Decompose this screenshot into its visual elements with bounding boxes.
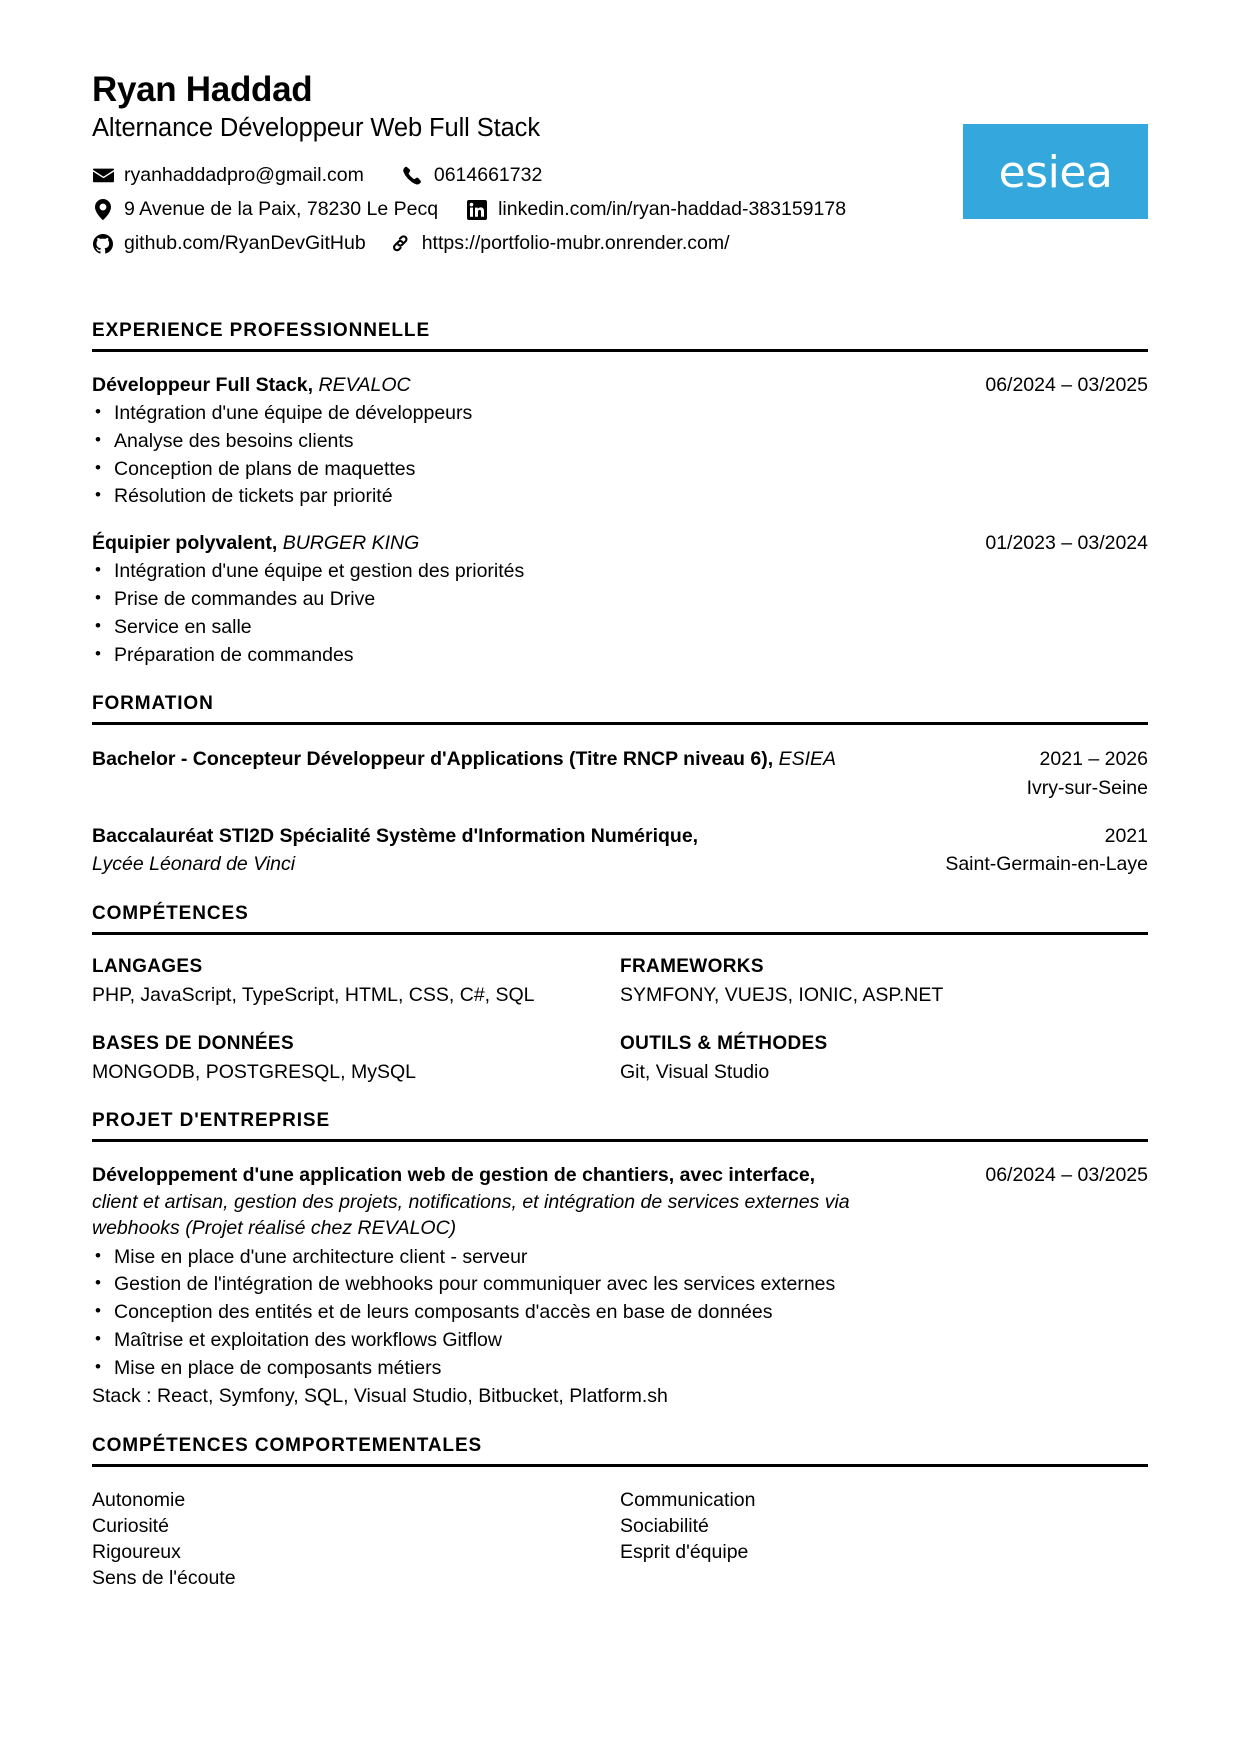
formation-degree-block [92,745,836,773]
experience-date: 06/2024 – 03/2025 [985,373,1148,396]
project-subtitle: client et artisan, gestion des projets, notifications, et intégration de services externes via webhooks (Projet réalisé chez REVALOC) [92,1190,850,1240]
linkedin-text: linkedin.com/in/ryan-haddad-383159178 [498,198,847,221]
list-item: • Conception des entités et de leurs composants d'accès en base de données [92,1300,1148,1326]
contact-email[interactable] [92,166,364,186]
skill-value: MONGODB, POSTGRESQL, MySQL [92,1060,416,1083]
section-divider [92,1139,1148,1142]
contact-address [92,200,438,220]
linkedin-icon [466,200,488,220]
section-title-formation: FORMATION [92,693,214,715]
skill-group [620,955,1148,1008]
list-item: Rigoureux [92,1540,181,1563]
project-description [92,1162,852,1242]
formation-entry [92,745,1148,802]
section-divider [92,722,1148,725]
soft-skills-grid [92,1487,1148,1592]
formation-row [92,822,1148,879]
formation-meta [925,822,1148,879]
section-title-projet: PROJET D'ENTREPRISE [92,1110,331,1132]
experience-entry-heading [92,372,411,398]
skill-value: Git, Visual Studio [620,1060,770,1083]
experience-bullets [92,401,1148,510]
contact-row-3 [92,234,1148,254]
experience-entry-head [92,530,1148,556]
experience-entry-heading [92,530,419,556]
candidate-headline: Alternance Développeur Web Full Stack [92,114,540,143]
project-title: Développement d'une application web de gestion de chantiers, avec interface, [92,1164,816,1187]
formation-location: Ivry-sur-Seine [1026,776,1148,799]
experience-bullets [92,559,1148,668]
github-icon [92,234,114,254]
project-head [92,1162,1148,1242]
section-divider [92,349,1148,352]
list-item: Esprit d'équipe [620,1540,749,1563]
project-bullets [92,1245,1148,1382]
list-item: • Mise en place de composants métiers [92,1356,1148,1382]
section-title-experience: EXPERIENCE PROFESSIONNELLE [92,320,431,341]
section-projet [92,1111,1148,1409]
list-item: Sociabilité [620,1514,709,1537]
formation-date: 2021 [1104,824,1148,847]
formation-school: Lycée Léonard de Vinci [92,853,296,876]
soft-skills-column-left [92,1487,620,1592]
list-item: • Intégration d'une équipe de développeurs [92,401,1148,427]
section-divider [92,932,1148,935]
project-entry [92,1162,1148,1410]
experience-job-title: Équipier polyvalent, [92,532,278,555]
experience-company: REVALOC [318,373,411,396]
project-date: 06/2024 – 03/2025 [985,1164,1148,1187]
email-text: ryanhaddadpro@gmail.com [124,164,364,187]
skill-label: LANGAGES [92,956,203,978]
github-text: github.com/RyanDevGitHub [124,232,366,255]
phone-icon [402,166,424,186]
formation-meta [1007,745,1148,802]
skill-value: SYMFONY, VUEJS, IONIC, ASP.NET [620,983,944,1006]
section-experience [92,321,1148,668]
section-divider [92,1464,1148,1467]
contact-phone[interactable] [402,166,542,186]
soft-skills-column-right [620,1487,1148,1592]
skills-grid [92,955,1148,1085]
skill-label: OUTILS & MÉTHODES [620,1033,828,1055]
experience-company: BURGER KING [282,532,420,555]
list-item: • Résolution de tickets par priorité [92,484,1148,510]
list-item: Communication [620,1488,756,1511]
experience-entry [92,530,1148,668]
list-item: • Intégration d'une équipe et gestion des priorités [92,559,1148,585]
formation-degree: Baccalauréat STI2D Spécialité Système d'Information Numérique, [92,824,699,847]
formation-date: 2021 – 2026 [1039,748,1148,771]
list-item: • Prise de commandes au Drive [92,587,1148,613]
resume-header [92,70,1148,295]
section-competences [92,904,1148,1085]
envelope-icon [92,166,114,186]
contact-github[interactable] [92,234,366,254]
experience-job-title: Développeur Full Stack, [92,373,314,396]
skill-label: FRAMEWORKS [620,956,764,978]
list-item: • Préparation de commandes [92,643,1148,669]
formation-location: Saint-Germain-en-Laye [945,853,1148,876]
map-pin-icon [92,200,114,220]
list-item: • Mise en place d'une architecture client - serveur [92,1245,1148,1271]
candidate-name: Ryan Haddad [92,70,313,109]
section-title-soft-skills: COMPÉTENCES COMPORTEMENTALES [92,1434,483,1456]
project-stack: Stack : React, Symfony, SQL, Visual Studio, Bitbucket, Platform.sh [92,1385,668,1408]
list-item: Autonomie [92,1488,186,1511]
link-icon [390,234,412,254]
list-item: • Analyse des besoins clients [92,429,1148,455]
esiea-logo [963,124,1148,219]
section-soft-skills [92,1436,1148,1591]
list-item: • Gestion de l'intégration de webhooks pour communiquer avec les services externes [92,1272,1148,1298]
skill-group [92,955,620,1008]
formation-entry [92,822,1148,879]
formation-degree: Bachelor - Concepteur Développeur d'Applications (Titre RNCP niveau 6), [92,748,774,771]
list-item: • Service en salle [92,615,1148,641]
skill-group [92,1032,620,1085]
contact-portfolio[interactable] [390,234,730,254]
skill-value: PHP, JavaScript, TypeScript, HTML, CSS, C#, SQL [92,983,535,1006]
formation-school: ESIEA [778,748,837,771]
experience-entry [92,372,1148,510]
list-item: Sens de l'écoute [92,1566,236,1589]
list-item: • Maîtrise et exploitation des workflows Gitflow [92,1328,1148,1354]
section-title-competences: COMPÉTENCES [92,903,249,925]
list-item: Curiosité [92,1514,169,1537]
experience-entry-head [92,372,1148,398]
list-item: • Conception de plans de maquettes [92,457,1148,483]
experience-date: 01/2023 – 03/2024 [985,532,1148,555]
phone-text: 0614661732 [433,164,543,187]
formation-row [92,745,1148,802]
address-text: 9 Avenue de la Paix, 78230 Le Pecq [124,198,439,221]
formation-degree-block [92,822,698,879]
contact-linkedin[interactable] [466,200,846,220]
portfolio-text: https://portfolio-mubr.onrender.com/ [421,232,730,255]
skill-label: BASES DE DONNÉES [92,1033,294,1055]
esiea-logo-text: esiea [998,146,1113,198]
section-formation [92,694,1148,878]
skill-group [620,1032,1148,1085]
